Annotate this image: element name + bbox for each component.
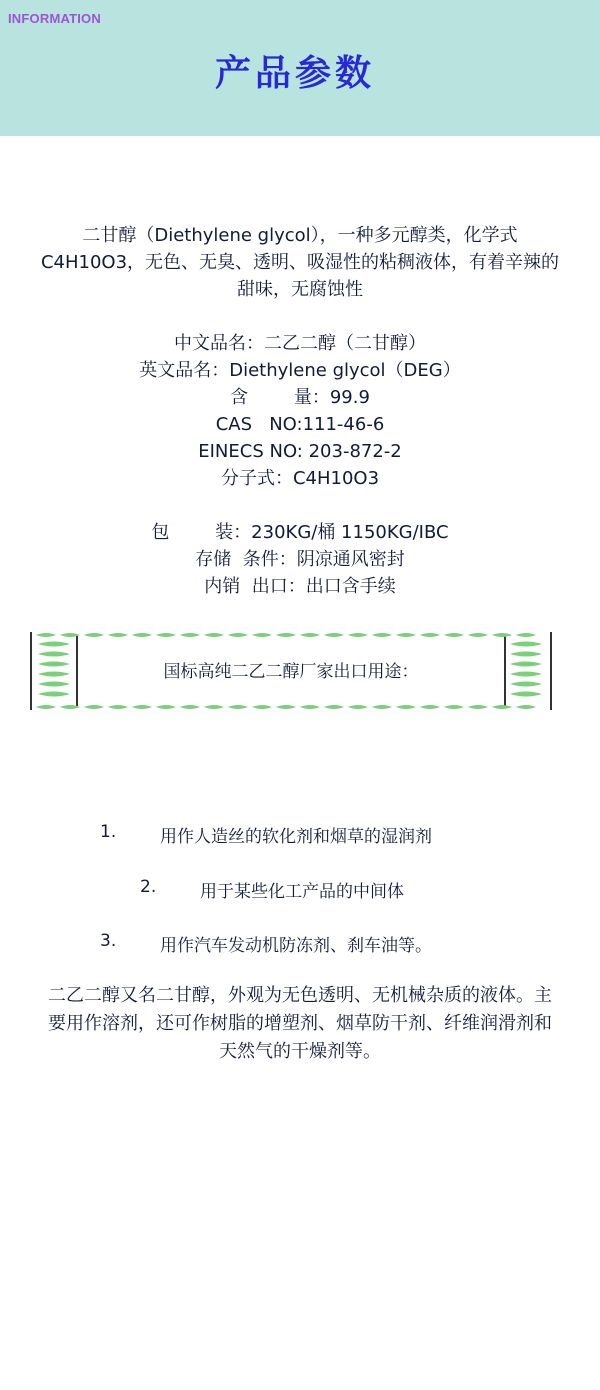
spec-storage: 存储 条件：阴凉通风密封 <box>195 549 405 570</box>
list-item-text: 用作人造丝的软化剂和烟草的湿润剂 <box>160 827 432 847</box>
spec-english-name: 英文品名：Diethylene glycol（DEG） <box>139 360 461 381</box>
spec-einecs-no: EINECS NO: 203-872-2 <box>198 441 402 462</box>
spec-chinese-name: 中文品名：二乙二醇（二甘醇） <box>174 333 426 354</box>
information-label: INFORMATION <box>8 11 101 26</box>
list-item-number: 2. <box>140 877 157 897</box>
spec-group-logistics <box>60 519 540 600</box>
list-item-number: 1. <box>100 822 117 842</box>
spec-content: 含 量：99.9 <box>230 387 370 408</box>
spec-sales: 内销 出口：出口含手续 <box>204 576 396 597</box>
list-item-text: 用作汽车发动机防冻剂、刹车油等。 <box>160 936 432 956</box>
spec-formula: 分子式：C4H10O3 <box>220 468 380 489</box>
spec-packaging: 包 装：230KG/桶 1150KG/IBC <box>151 522 449 543</box>
list-item-number: 3. <box>100 931 117 951</box>
closing-paragraph: 二乙二醇又名二甘醇，外观为无色透明、无机械杂质的液体。主要用作溶剂，还可作树脂的增塑剂、烟草防干剂、纤维润滑剂和天然气的干燥剂等。 <box>48 985 552 1062</box>
page-title: 产品参数 <box>214 52 375 94</box>
intro-paragraph: 二甘醇（Diethylene glycol），一种多元醇类，化学式C4H10O3，无色、无臭、透明、吸湿性的粘稠液体，有着辛辣的甜味，无腐蚀性 <box>40 225 560 300</box>
uses-heading: 国标高纯二乙二醇厂家出口用途： <box>163 662 419 682</box>
list-item-text: 用于某些化工产品的中间体 <box>200 882 404 902</box>
spec-cas-no: CAS NO:111-46-6 <box>215 414 385 435</box>
uses-heading-frame <box>30 630 552 712</box>
spec-group-basic <box>60 330 540 492</box>
header-banner <box>0 0 600 136</box>
